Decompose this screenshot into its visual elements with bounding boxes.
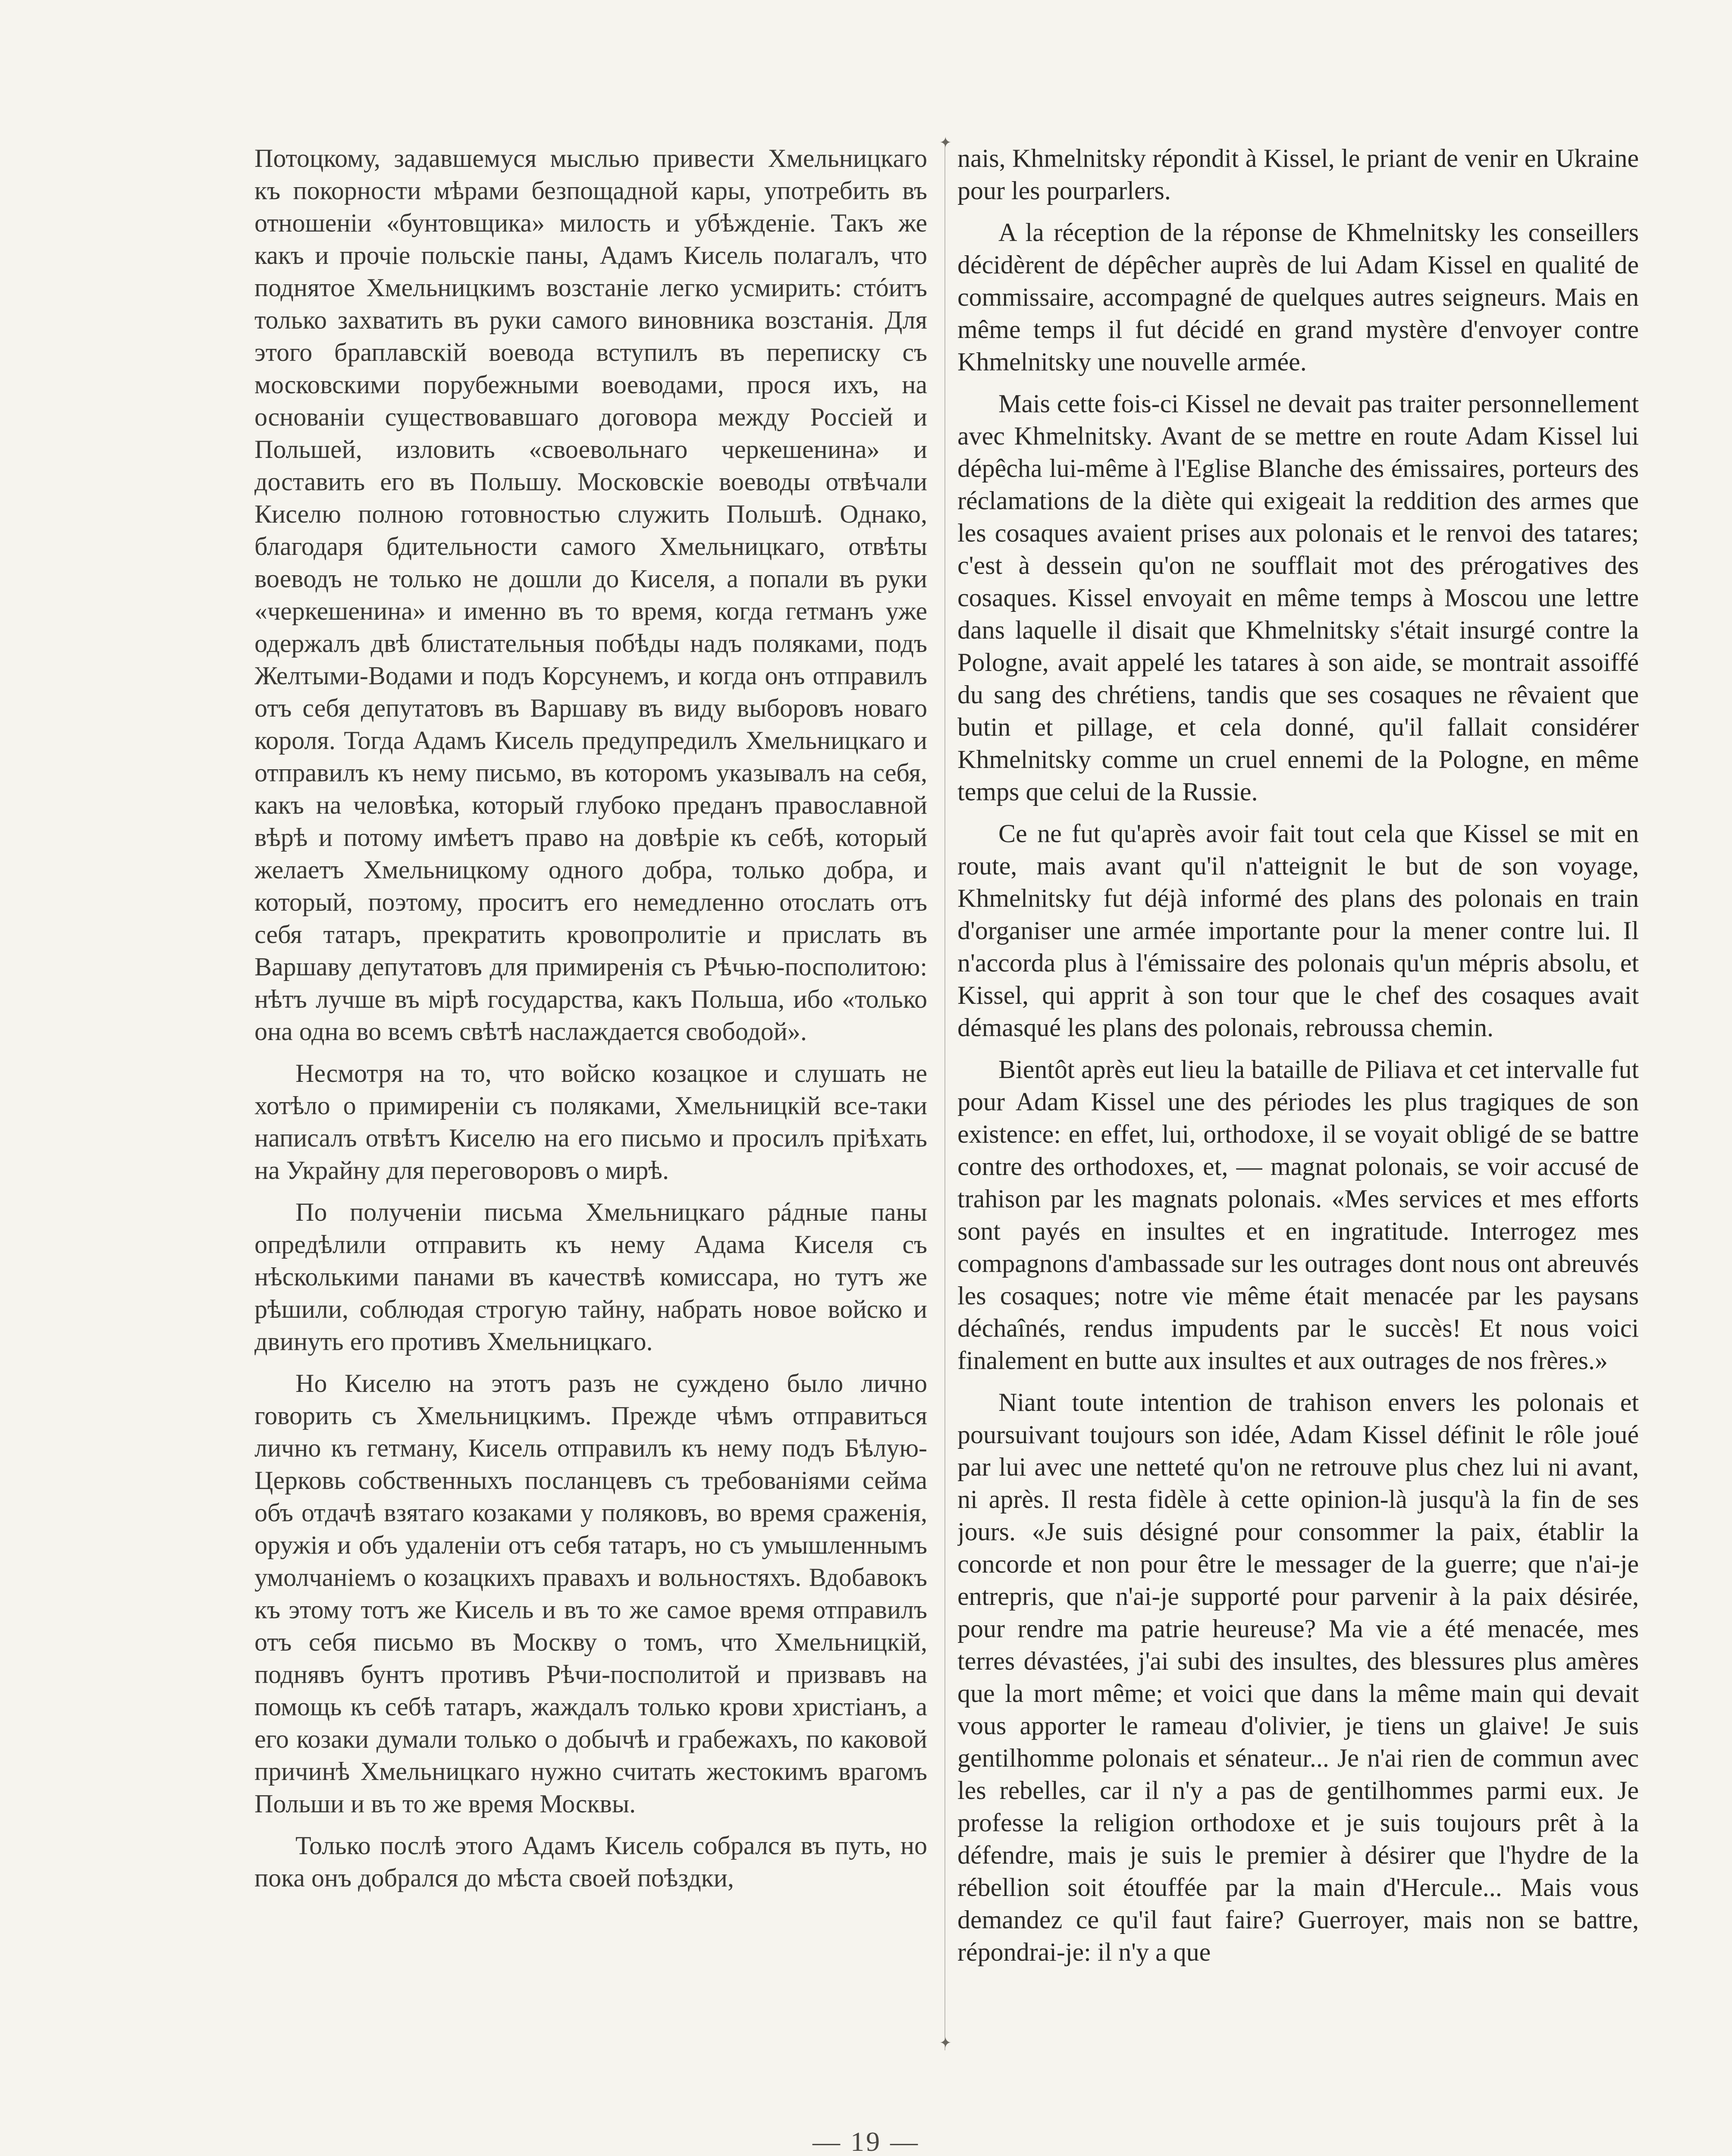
page-number: — 19 —	[813, 2126, 919, 2156]
french-paragraph-5: Bientôt après eut lieu la bataille de Piliava et cet intervalle fut pour Adam Kissel une des périodes les plus tragiques de son existence: en effet, lui, orthodoxe, il se voyait obligé de se battre contre des orthodoxes, et, — magnat polonais, se voir accusé de trahison par les magnats polonais. «Mes services et mes efforts sont payés en insultes et en ingratitude. Interrogez mes compagnons d'ambassade sur les outrages dont nous ont abreuvés les cosaques; notre vie même était menacée par les paysans déchaînés, rendus impudents par le succès! Et nous voici finalement en butte aux insultes et aux outrages de nos frères.»	[957, 1055, 1639, 1375]
russian-paragraph-5: Только послѣ этого Адамъ Кисель собрался въ путь, но пока онъ добрался до мѣста своей поѣздки,	[254, 1831, 927, 1892]
french-paragraph-3: Mais cette fois-ci Kissel ne devait pas traiter personnellement avec Khmelnitsky. Avant de se mettre en route Adam Kissel lui dépêcha lui-même à l'Eglise Blanche des émissaires, porteurs des réclamations de la diète qui exigeait la reddition des armes que les cosaques avaient prises aux polonais et le renvoi des tatares; c'est à dessein qu'on ne soufflait mot des prérogatives des cosaques. Kissel envoyait en même temps à Moscou une lettre dans laquelle il disait que Khmelnitsky s'était insurgé contre la Pologne, avait appelé les tatares à son aide, se montrait assoiffé du sang des chrétiens, tandis que ses cosaques ne rêvaient que butin et pillage, et cela donné, qu'il fallait considérer Khmelnitsky comme un cruel ennemi de la Pologne, en même temps que celui de la Russie.	[957, 389, 1639, 806]
russian-paragraph-3: По полученіи письма Хмельницкаго рáдные паны опредѣлили отправить къ нему Адама Киселя съ нѣсколькими панами въ качествѣ комиссара, но тутъ же рѣшили, соблюдая строгую тайну, набрать новое войско и двинуть его противъ Хмельницкаго.	[254, 1198, 927, 1356]
column-divider	[944, 144, 945, 2050]
asterisk-icon: ✦	[939, 134, 952, 151]
french-paragraph-1: nais, Khmelnitsky répondit à Kissel, le priant de venir en Ukraine pour les pourparlers.	[957, 144, 1639, 205]
french-paragraph-6: Niant toute intention de trahison envers les polonais et poursuivant toujours son idée, Adam Kissel définit le rôle joué par lui avec une netteté qu'on ne retrouve plus chez lui ni avant, ni après. Il resta fidèle à cette opinion-là jusqu'à la fin de ses jours. «Je suis désigné pour consommer la paix, établir la concorde et non pour être le messager de la guerre; que n'ai-je entrepris, que n'ai-je supporté pour parvenir à la paix désirée, pour rendre ma patrie heureuse? Ma vie a été menacée, mes terres dévastées, j'ai subi des insultes, des blessures plus amères que la mort même; et voici que dans la même main qui devait vous apporter le rameau d'olivier, je tiens un glaive! Je suis gentilhomme polonais et sénateur... Je n'ai rien de commun avec les rebelles, car il n'y a pas de gentilhommes parmi eux. Je professe la religion orthodoxe et je suis toujours prêt à la défendre, mais je suis le premier à désirer que l'hydre de la rébellion soit étouffée par la main d'Hercule... Mais vous demandez ce qu'il faut faire? Guerroyer, mais non se battre, répondrai-je: il n'y a que	[957, 1388, 1639, 1966]
russian-paragraph-4: Но Киселю на этотъ разъ не суждено было лично говорить съ Хмельницкимъ. Прежде чѣмъ отправиться лично къ гетману, Кисель отправилъ къ нему подъ Бѣлую-Церковь собственныхъ посланцевъ съ требованіями сейма объ отдачѣ взятаго козаками у поляковъ, во время сраженія, оружія и объ удаленіи отъ себя татаръ, но съ умышленнымъ умолчаніемъ о козацкихъ правахъ и вольностяхъ. Вдобавокъ къ этому тотъ же Кисель и въ то же самое время отправилъ отъ себя письмо въ Москву о томъ, что Хмельницкій, поднявъ бунтъ противъ Рѣчи-посполитой и призвавъ на помощь къ себѣ татаръ, жаждалъ только крови христіанъ, а его козаки думали только о добычѣ и грабежахъ, по каковой причинѣ Хмельницкаго нужно считать жестокимъ врагомъ Польши и въ то же время Москвы.	[254, 1369, 927, 1818]
asterisk-icon: ✦	[939, 2034, 952, 2052]
russian-text-column	[254, 142, 927, 2074]
french-paragraph-4: Ce ne fut qu'après avoir fait tout cela que Kissel se mit en route, mais avant qu'il n'atteignit le but de son voyage, Khmelnitsky fut déjà informé des plans des polonais en train d'organiser une armée importante pour la mener contre lui. Il n'accorda plus à l'émissaire des polonais qu'un mépris absolu, et Kissel, qui apprit à son tour que le chef des cosaques avait démasqué les plans des polonais, rebroussa chemin.	[957, 819, 1639, 1042]
french-text-column	[957, 142, 1639, 2074]
french-paragraph-2: A la réception de la réponse de Khmelnitsky les conseillers décidèrent de dépêcher auprès de lui Adam Kissel en qualité de commissaire, accompagné de quelques autres seigneurs. Mais en même temps il fut décidé en grand mystère d'envoyer contre Khmelnitsky une nouvelle armée.	[957, 218, 1639, 376]
russian-paragraph-2: Несмотря на то, что войско козацкое и слушать не хотѣло о примиреніи съ поляками, Хмельницкій все-таки написалъ отвѣтъ Киселю на его письмо и просилъ пріѣхать на Украйну для переговоровъ о мирѣ.	[254, 1059, 927, 1185]
russian-paragraph-1: Потоцкому, задавшемуся мыслью привести Хмельницкаго къ покорности мѣрами безпощадной кары, употребить въ отношеніи «бунтовщика» милость и убѣжденіе. Такъ же какъ и прочіе польскіе паны, Адамъ Кисель полагалъ, что поднятое Хмельницкимъ возстаніе легко усмирить: стóитъ только захватить въ руки самого виновника возстанія. Для этого браплавскій воевода вступилъ въ переписку съ московскими порубежными воеводами, прося ихъ, на основаніи существовавшаго договора между Россіей и Польшей, изловить «своевольнаго черкешенина» и доставить его въ Польшу. Московскіе воеводы отвѣчали Киселю полною готовностью служить Польшѣ. Однако, благодаря бдительности самого Хмельницкаго, отвѣты воеводъ не только не дошли до Киселя, а попали въ руки «черкешенина» и именно въ то время, когда гетманъ уже одержалъ двѣ блистательныя побѣды надъ поляками, подъ Желтыми-Водами и подъ Корсунемъ, и когда онъ отправилъ отъ себя депутатовъ въ Варшаву въ виду выборовъ новаго короля. Тогда Адамъ Кисель предупредилъ Хмельницкаго и отправилъ къ нему письмо, въ которомъ указывалъ на себя, какъ на человѣка, который глубоко преданъ православной вѣрѣ и потому имѣетъ право на довѣріе къ себѣ, который желаетъ Хмельницкому одного добра, только добра, и который, поэтому, проситъ его немедленно отослать отъ себя татаръ, прекратить кровопролитіе и прислать въ Варшаву депутатовъ для примиренія съ Рѣчью-посполитою: нѣтъ лучше въ мірѣ государства, какъ Польша, ибо «только она одна во всемъ свѣтѣ наслаждается свободой».	[254, 144, 927, 1046]
